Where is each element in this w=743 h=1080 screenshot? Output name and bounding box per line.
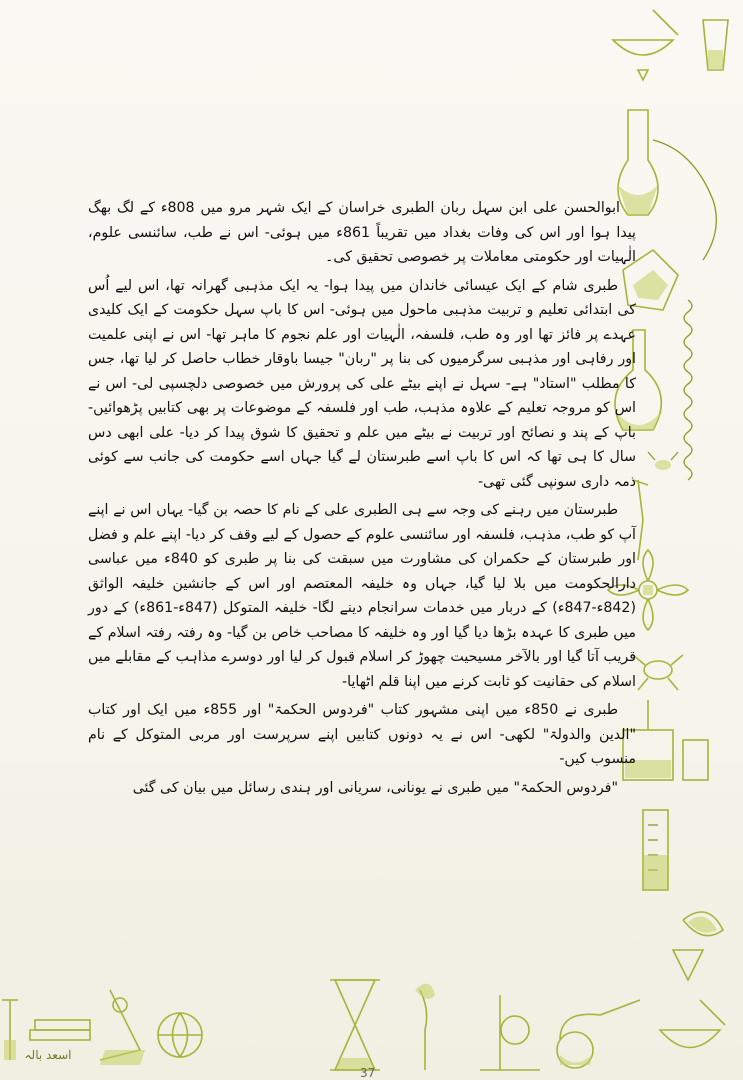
- paragraph-1: ابوالحسن علی ابن سہل ربان الطبری خراسان کے ایک شہر مرو میں 808ء کے لگ بھگ پیدا ہوا اور اس کی وفات بغداد میں تقریباً 861ء میں ہوئی- اس نے طب، سائنسی علوم، الٰہیات اور حکومتی معاملات پر خصوصی تحقیق کی۔: [88, 200, 636, 265]
- globe-icon: [158, 1013, 202, 1057]
- beetle-icon: [633, 655, 683, 690]
- illustrator-signature: اسعد بالہ: [24, 1048, 72, 1062]
- leaf-icon: [683, 912, 723, 936]
- page-number: 37: [360, 1066, 376, 1080]
- microscope-icon: [100, 990, 145, 1065]
- insect-icon: [648, 452, 678, 470]
- beaker-icon: [703, 20, 728, 70]
- hourglass-icon: [330, 980, 380, 1070]
- tubing-icon: [653, 140, 716, 260]
- article-body: [88, 196, 636, 804]
- retort-icon: [557, 1000, 640, 1068]
- paragraph-2: طبری شام کے ایک عیسائی خاندان میں پیدا ہوا- یہ ایک مذہبی گھرانہ تھا، اس لیے اُس کی ابتدائی تعلیم و تربیت مذہبی ماحول میں ہوئی- اس کا باپ سہل حکومت کے ایک کلیدی عہدے پر فائز تھا اور وہ طب، فلسفہ، الٰہیات اور علم نجوم کا ماہر تھا- اس نے اپنی علمیت اور رفاہی اور مذہبی سرگرمیوں کی بنا پر "ربان" جیسا باوقار خطاب حاصل کر لیا تھا، جس کا مطلب "استاد" ہے- سہل نے اپنے بیٹے علی کی پرورش میں خصوصی دلچسپی لی- اس نے اس کو مروجہ تعلیم کے علاوہ مذہب، طب اور فلسفہ کے موضوعات پر بھی کتابیں پڑھوائیں- باپ کے پند و نصائح اور تربیت نے بیٹے میں علم و تحقیق کا شوق پیدا کر دیا- علی ابھی دس سال کا ہی تھا کہ اس کا باپ اسے طبرستان لے گیا جہاں اسے حکومت کی جانب سے کوئی ذمہ داری سونپی گئی تھی-: [88, 277, 636, 490]
- paragraph-4: طبری نے 850ء میں اپنی مشہور کتاب "فردوس الحکمۃ" اور 855ء میں ایک اور کتاب "الدین والدولۃ" لکھی- اس نے یہ دونوں کتابیں اپنے سرپرست اور مربی المتوکل کے نام منسوب کیں-: [88, 702, 636, 767]
- paragraph-5: "فردوس الحکمۃ" میں طبری نے یونانی، سریانی اور ہندی رسائل میں بیان کی گئی: [132, 779, 618, 796]
- torch-icon: [415, 984, 435, 1070]
- coil-icon: [684, 300, 692, 480]
- books-icon: [30, 1020, 90, 1040]
- bottom-border-illustration: [0, 970, 743, 1080]
- paragraph-3: طبرستان میں رہنے کی وجہ سے ہی الطبری علی کے نام کا حصہ بن گیا- یہاں اس نے اپنے آپ کو طب، مذہب، فلسفہ اور سائنسی علوم کے حصول کے لیے وقف کر دیا- اپنے علم و فضل اور طبرستان کے حکمران کی مشاورت میں سبقت کی بنا پر طبری کو 840ء میں عباسی دارالحکومت میں بلا لیا گیا، جہاں وہ خلیفہ المعتصم اور اس کے جانشین خلیفہ الواثق (842ء-847ء) کے دربار میں خدمات سرانجام دینے لگا- خلیفہ المتوکل (847ء-861ء) کے دور میں طبری کا عہدہ بڑھا دیا گیا اور وہ خلیفہ کا مصاحب خاص بن گیا- وہ رفتہ رفتہ اسلام کے قریب آتا گیا اور بالآخر مسیحیت چھوڑ کر اسلام قبول کر لیا اور دوسرے مذاہب کے مقابلے میں اسلام کی حقانیت کو ثابت کرنے میں اپنا قلم اٹھایا-: [88, 502, 636, 690]
- mortar-icon: [660, 1000, 725, 1048]
- lab-stand-icon: [480, 995, 540, 1070]
- cylinder-icon: [643, 810, 668, 890]
- mortar-pestle-icon: [613, 10, 678, 80]
